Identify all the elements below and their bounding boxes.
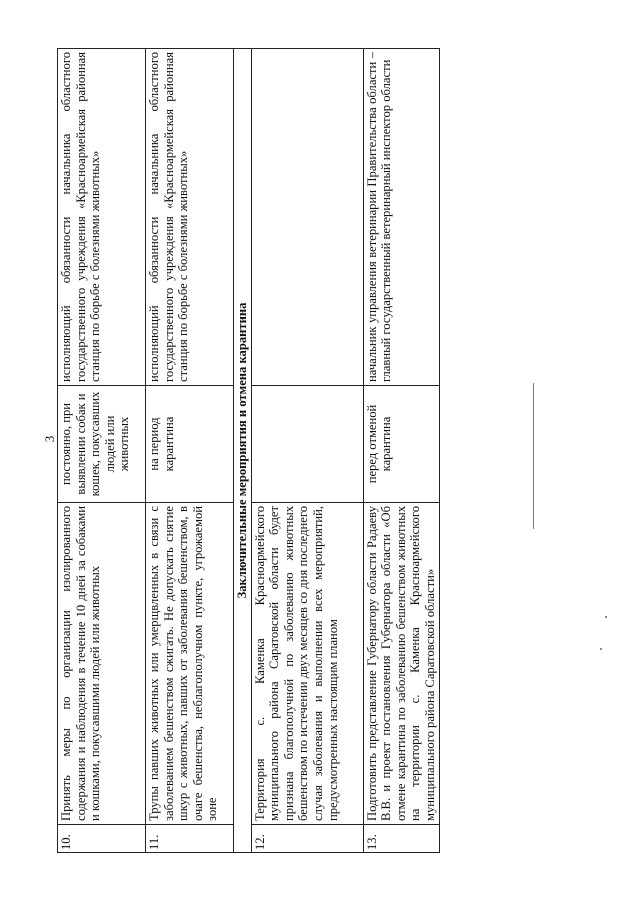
row-number: 11. (146, 825, 234, 853)
page-number: 3 (42, 435, 57, 443)
measure-text: Территория с. Каменка Красноармейского муниципального района Саратовской области будет признана благополучной по заболеванию животных бешенством по истечении двух месяцев со дня последнего случая заболевания и выполнении всех мероприятий, предусмотренных настоящим планом (251, 503, 363, 825)
term-text: перед отменой карантина (363, 386, 439, 503)
scan-artifact-line (533, 383, 534, 529)
section-heading-row (234, 49, 252, 853)
measure-text: Подготовить представление Губернатору области Радаеву В.В. и проект постановления Губернатора области «Об отмене карантина по заболеванию бешенством животных на территории с. Каменка Красноармейского муниципального района Саратовской области» (363, 503, 439, 825)
responsible-text: исполняющий обязанности начальника областного государственного учреждения «Красноармейская районная станция по борьбе с болезнями животных» (146, 49, 234, 386)
term-text: на период карантина (146, 386, 234, 503)
row-number: 10. (58, 825, 146, 853)
table-row (58, 49, 146, 853)
responsible-text (251, 49, 363, 386)
section-heading: Заключительные мероприятия и отмена карантина (234, 49, 252, 853)
measure-text: Трупы павших животных или умерщвленных в связи с заболеванием бешенством сжигать. Не допускать снятие шкур с животных, павших от заболевания бешенством, в очаге бешенства, неблагополучном пункте, угрожаемой зоне (146, 503, 234, 825)
term-text: постоянно, при выявлении собак и кошек, покусавших людей или животных (58, 386, 146, 503)
responsible-text: исполняющий обязанности начальника областного государственного учреждения «Красноармейская районная станция по борьбе с болезнями животных» (58, 49, 146, 386)
row-number: 13. (363, 825, 439, 853)
rotated-page-content (57, 49, 437, 853)
measures-table (57, 48, 440, 853)
table-row (251, 49, 363, 853)
term-text (251, 386, 363, 503)
row-number: 12. (251, 825, 363, 853)
table-row (146, 49, 234, 853)
responsible-text: начальник управления ветеринарии Правительства области – главный государственный ветеринарный инспектор области (363, 49, 439, 386)
scan-artifact-dot (605, 616, 607, 618)
measure-text: Принять меры по организации изолированного содержания и наблюдения в течение 10 дней за собаками и кошками, покусавшими людей или животных (58, 503, 146, 825)
table-row (363, 49, 439, 853)
scan-artifact-dot (600, 648, 602, 650)
